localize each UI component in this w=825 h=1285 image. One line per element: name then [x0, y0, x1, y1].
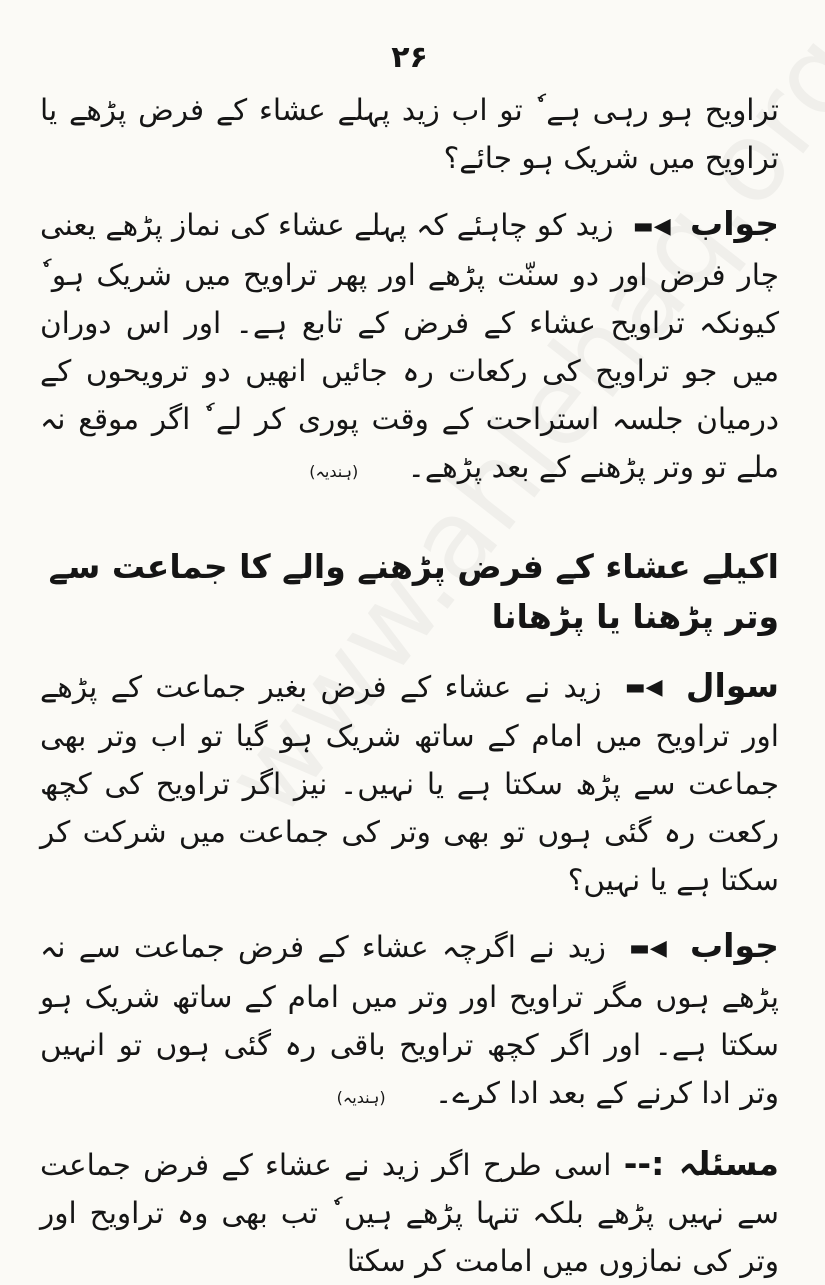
answer-label: جواب	[690, 204, 779, 243]
paragraph-text: زید نے عشاء کے فرض بغیر جماعت کے پڑھے اور تراویح میں امام کے ساتھ شریک ہو گیا تو اب وتر بھی جماعت سے پڑھ سکتا ہے یا نہیں۔ نیز اگر تراویح کی کچھ رکعت رہ گئی ہوں تو بھی وتر کی جماعت میں شرکت کر سکتا ہے یا نہیں؟	[40, 669, 779, 897]
reference-note: (ہندیہ)	[336, 1087, 386, 1107]
page-number: ۲۶	[391, 40, 428, 75]
answer-paragraph	[40, 922, 779, 1122]
issue-label: مسئلہ :--	[623, 1143, 779, 1183]
arrow-left-icon: ◀▬	[624, 675, 663, 700]
paragraph-text: زید نے اگرچہ عشاء کے فرض جماعت سے نہ پڑھے ہوں مگر تراویح اور وتر میں امام کے ساتھ شریک ہو سکتا ہے۔ اور اگر کچھ تراویح باقی رہ گئی ہوں تو انہیں وتر ادا کرنے کے بعد ادا کرے۔	[40, 930, 779, 1110]
section-heading: اکیلے عشاء کے فرض پڑھنے والے کا جماعت سے وتر پڑھنا یا پڑھانا	[48, 546, 779, 636]
question-label: سوال	[685, 665, 780, 705]
arrow-left-icon: ◀▬	[632, 213, 671, 239]
paragraph-text: تراویح ہو رہی ہے ٗ تو اب زید پہلے عشاء کے فرض پڑھے یا تراویح میں شریک ہو جائے؟	[40, 93, 779, 175]
answer-label: جواب	[690, 926, 779, 965]
question-paragraph	[40, 662, 779, 905]
paragraph-text: زید کو چاہئے کہ پہلے عشاء کی نماز پڑھے یعنی چار فرض اور دو سنّت پڑھے اور پھر تراویح میں شریک ہو ٗ کیونکہ تراویح عشاء کے فرض کے تابع ہے۔ اور اس دوران میں جو تراویح کی رکعات رہ جائیں انھیں دو ترویحوں کے درمیان جلسہ استراحت کے وقت پوری کر لے ٗ اگر موقع نہ ملے تو وتر پڑھنے کے بعد پڑھے۔	[40, 208, 779, 484]
answer-paragraph	[40, 200, 779, 496]
issue-paragraph	[40, 1140, 779, 1285]
reference-note: (ہندیہ)	[309, 461, 359, 481]
question-continuation	[40, 86, 779, 182]
arrow-left-icon: ◀▬	[629, 935, 667, 961]
paragraph-text: اسی طرح اگر زید نے عشاء کے فرض جماعت سے نہیں پڑھے بلکہ تنہا پڑھے ہیں ٗ تب بھی وہ تراویح اور وتر کی نمازوں میں امامت کر سکتا	[40, 1147, 779, 1278]
